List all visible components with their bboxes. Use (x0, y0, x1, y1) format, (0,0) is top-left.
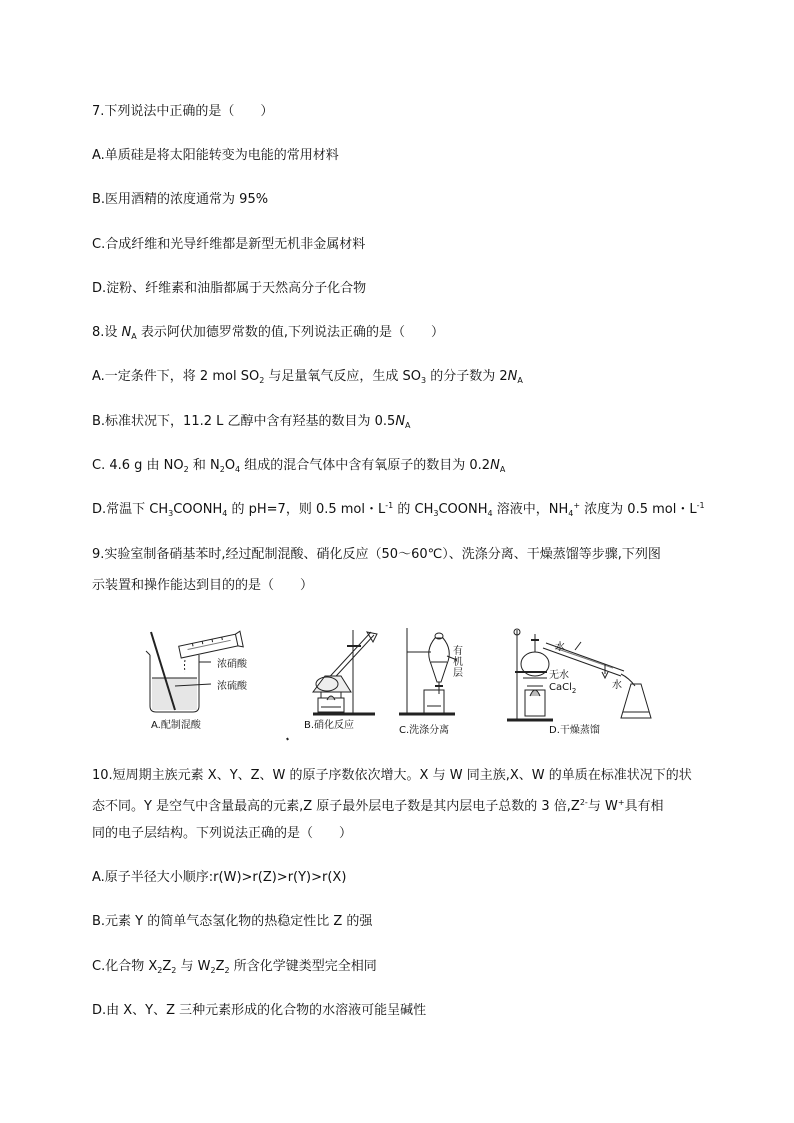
label-organic-2: 机 (453, 657, 463, 668)
q10-option-b: B.元素 Y 的简单气态氢化物的热稳定性比 Z 的强 (92, 914, 373, 929)
label-calcium-chloride: CaCl$_2$ (549, 682, 577, 695)
label-concentrated-nitric-acid: 浓硝酸 (217, 659, 247, 670)
q10-option-a: A.原子半径大小顺序:r(W)>r(Z)>r(Y)>r(X) (92, 870, 347, 885)
q10-option-c: C.化合物 $X_2Z_2$ 与 $W_2Z_2$ 所含化学键类型完全相同 (92, 959, 377, 975)
q10-stem-line-1: 10.短周期主族元素 X、Y、Z、W 的原子序数依次增大。X 与 W 同主族,X、W 的单质在标准状况下的状 (92, 768, 692, 783)
q7-option-b: B.医用酒精的浓度通常为 95% (92, 192, 269, 207)
q9-stem-line-1: 9.实验室制备硝基苯时,经过配制混酸、硝化反应（50～60℃）、洗涤分离、干燥蒸馏等步骤,下列图 (92, 547, 661, 562)
label-concentrated-sulfuric-acid: 浓硫酸 (217, 681, 247, 692)
apparatus-a-mixing (146, 631, 243, 712)
q7-option-d: D.淀粉、纤维素和油脂都属于天然高分子化合物 (92, 281, 367, 296)
caption-a: A.配制混酸 (151, 720, 201, 731)
q10-stem-line-3: 同的电子层结构。下列说法正确的是（ ） (92, 826, 353, 841)
apparatus-d-distillation (507, 629, 651, 720)
label-organic-1: 有 (453, 646, 463, 657)
q8-stem: 8.设 $N_A$ 表示阿伏加德罗常数的值,下列说法正确的是（ ） (92, 325, 445, 341)
apparatus-b-nitration (313, 630, 377, 714)
caption-d: D.干燥蒸馏 (549, 725, 600, 736)
q8-option-d: D.常温下 $CH_3COONH_4$ 的 pH=7，则 0.5 mol・$L^{-1}$ 的 $CH_3COONH_4$ 溶液中，$NH_4^+$ 浓度为 0.5 mol・$L^{-1}$ (92, 501, 705, 518)
q7-option-a: A.单质硅是将太阳能转变为电能的常用材料 (92, 148, 339, 163)
caption-b: B.硝化反应 (304, 720, 355, 731)
label-water-out: 水 (612, 680, 622, 691)
label-water-in: 水 (555, 642, 565, 653)
caption-c: C.洗涤分离 (399, 725, 450, 736)
q7-option-c: C.合成纤维和光导纤维都是新型无机非金属材料 (92, 237, 366, 252)
q8-option-c: C. 4.6 g 由 $NO_2$ 和 $N_2O_4$ 组成的混合气体中含有氧原子的数目为 $0.2N_A$ (92, 458, 506, 474)
apparatus-c-separation (399, 628, 457, 714)
q10-option-d: D.由 X、Y、Z 三种元素形成的化合物的水溶液可能呈碱性 (92, 1003, 427, 1018)
label-anhydrous: 无水 (549, 670, 569, 681)
q10-stem-line-2: 态不同。Y 是空气中含量最高的元素,Z 原子最外层电子数是其内层电子总数的 3 倍$,Z^{2-}$与 W+具有相 (92, 798, 664, 814)
q7-stem: 7.下列说法中正确的是（ ） (92, 104, 274, 119)
q8-option-a: A.一定条件下，将 2 mol $SO_2$ 与足量氧气反应，生成 $SO_3$ 的分子数为 $2N_A$ (92, 369, 523, 385)
label-organic-3: 层 (453, 668, 463, 679)
q9-stem-line-2: 示装置和操作能达到目的的是（ ） (92, 578, 314, 593)
apparatus-figure (135, 620, 675, 745)
q8-option-b: B.标准状况下，11.2 L 乙醇中含有羟基的数目为 $0.5N_A$ (92, 414, 411, 430)
